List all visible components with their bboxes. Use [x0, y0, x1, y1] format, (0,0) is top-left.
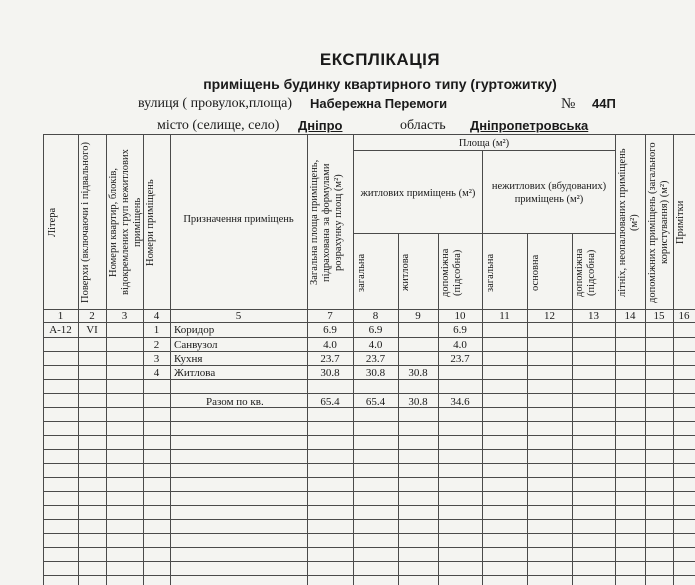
header-living-area: житлова [400, 253, 411, 292]
row-living-area: 30.8 [408, 367, 428, 379]
number-label: № [561, 96, 576, 112]
row-living-total: 4.0 [368, 339, 383, 351]
document-subtitle: приміщень будинку квартирного типу (гуртожитку) [203, 76, 557, 92]
row-total-area: 4.0 [323, 339, 337, 351]
row-purpose: Кухня [174, 353, 203, 365]
row-room-number: 3 [153, 353, 160, 365]
header-nonliving-group: нежитлових (вбудованих) приміщень (м²) [491, 181, 607, 205]
document-title: ЕКСПЛІКАЦІЯ [319, 50, 441, 69]
city-value: Дніпро [298, 118, 343, 133]
header-floors: Поверхи (включаючи і підвального) [80, 142, 91, 303]
header-nonliving-auxiliary: допоміжна (підсобна) [574, 248, 597, 297]
column-number: 12 [544, 310, 555, 322]
column-number: 11 [499, 310, 510, 322]
column-number: 10 [454, 310, 466, 322]
totals-living-total: 65.4 [365, 396, 386, 408]
row-living-total: 6.9 [368, 324, 383, 336]
header-notes: Примітки [675, 200, 686, 245]
street-label: вулиця ( провулок,площа) [138, 96, 293, 111]
column-number: 4 [153, 310, 160, 322]
row-purpose: Коридор [174, 324, 215, 336]
column-number: 8 [372, 310, 379, 322]
row-room-number: 1 [153, 324, 160, 336]
header-area-group: Площа (м²) [458, 138, 510, 149]
row-total-area: 23.7 [320, 353, 340, 365]
column-number: 3 [121, 310, 128, 322]
row-total-area: 6.9 [323, 324, 337, 336]
column-number: 5 [235, 310, 242, 322]
row-living-total: 30.8 [365, 367, 386, 379]
column-number: 13 [588, 310, 599, 322]
header-litera: Літера [47, 207, 58, 238]
header-total-area: Загальна площа приміщень, підрахована за формулами розрахунку площ (м²) [309, 159, 344, 286]
number-value: 44П [592, 96, 616, 111]
row-purpose: Житлова [174, 367, 216, 379]
row-purpose: Санвузол [174, 339, 218, 351]
row-total-area: 30.8 [320, 367, 340, 379]
column-number: 1 [57, 310, 64, 322]
header-room-numbers: Номери приміщень [145, 179, 156, 266]
totals-living-area: 30.8 [408, 396, 428, 408]
row-auxiliary-area: 23.7 [450, 353, 470, 365]
street-value: Набережна Перемоги [310, 96, 448, 111]
row-litera: А-12 [49, 324, 72, 336]
row-auxiliary-area: 4.0 [453, 339, 467, 351]
city-label: місто (селище, село) [157, 118, 280, 133]
totals-label: Разом по кв. [206, 396, 264, 408]
header-summer-rooms: літніх, неопалюваних приміщень (м²) [617, 148, 640, 297]
column-number: 7 [327, 310, 333, 322]
row-floor: VI [86, 324, 98, 336]
column-number: 16 [678, 310, 690, 322]
region-label: область [400, 118, 446, 133]
totals-auxiliary-area: 34.6 [450, 396, 470, 408]
header-room-purpose: Призначення приміщень [183, 214, 294, 225]
column-number: 2 [89, 310, 95, 322]
column-number: 9 [415, 310, 421, 322]
header-common-rooms: допоміжних приміщень (загального користування) (м²) [647, 142, 670, 303]
header-living-auxiliary: допоміжна (підсобна) [440, 248, 463, 297]
region-value: Дніпропетровська [470, 118, 589, 133]
row-living-total: 23.7 [365, 353, 386, 365]
column-number: 15 [653, 310, 665, 322]
header-apartment-numbers: Номери квартир, блоків, відокремлених груп нежитлових приміщень [108, 149, 143, 296]
header-nonliving-main: основна [530, 254, 541, 291]
row-room-number: 2 [153, 339, 160, 351]
row-room-number: 4 [153, 367, 160, 379]
header-living-group: житлових приміщень (м²) [360, 188, 476, 199]
totals-total-area: 65.4 [320, 396, 340, 408]
row-auxiliary-area: 6.9 [453, 324, 467, 336]
header-living-total: загальна [356, 253, 367, 292]
column-number: 14 [624, 310, 636, 322]
header-nonliving-total: загальна [485, 253, 496, 292]
